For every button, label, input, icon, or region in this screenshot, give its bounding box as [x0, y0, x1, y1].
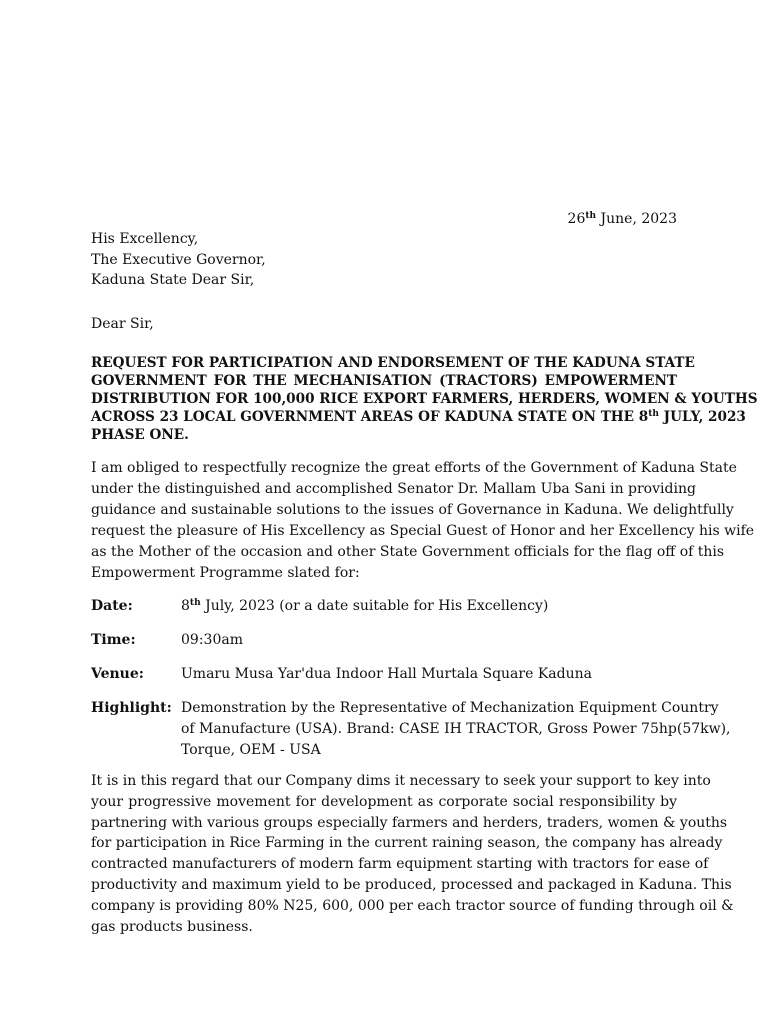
event-time-label: Time:	[91, 632, 136, 648]
paragraph-line: productivity and maximum yield to be produced, processed and packaged in Kaduna. This	[91, 876, 732, 893]
subject-line: GOVERNMENT FOR THE MECHANISATION (TRACTORS) EMPOWERMENT	[91, 373, 677, 389]
intro-paragraph	[91, 458, 755, 584]
paragraph-line: contracted manufacturers of modern farm equipment starting with tractors for ease of	[91, 856, 709, 873]
subject-line: PHASE ONE.	[91, 427, 189, 443]
salutation: Dear Sir,	[91, 316, 154, 332]
paragraph-line: gas products business.	[91, 918, 253, 935]
subject-line: DISTRIBUTION FOR 100,000 RICE EXPORT FARMERS, HERDERS, WOMEN & YOUTHS	[91, 391, 758, 407]
highlight-line: of Manufacture (USA). Brand: CASE IH TRACTOR, Gross Power 75hp(57kw),	[181, 721, 731, 737]
subject-line: ACROSS 23 LOCAL GOVERNMENT AREAS OF KADUNA STATE ON THE 8th JULY, 2023	[91, 409, 746, 425]
highlight-line: Torque, OEM - USA	[181, 742, 321, 758]
support-paragraph	[91, 771, 734, 937]
address-line: The Executive Governor,	[91, 251, 266, 268]
event-date-label: Date:	[91, 598, 133, 614]
event-time-value: 09:30am	[181, 632, 243, 648]
paragraph-line: It is in this regard that our Company dims it necessary to seek your support to key into	[91, 773, 711, 789]
paragraph-line: as the Mother of the occasion and other State Government officials for the flag off of this	[91, 544, 725, 560]
event-highlight-label: Highlight:	[91, 700, 172, 716]
paragraph-line: your progressive movement for development as corporate social responsibility by	[91, 793, 677, 810]
paragraph-line: Empowerment Programme slated for:	[91, 565, 360, 581]
recipient-address	[91, 229, 266, 291]
subject-line: REQUEST FOR PARTICIPATION AND ENDORSEMENT OF THE KADUNA STATE	[91, 355, 695, 371]
address-line: Kaduna State Dear Sir,	[91, 272, 255, 288]
paragraph-line: under the distinguished and accomplished Senator Dr. Mallam Uba Sani in providing	[91, 481, 696, 497]
paragraph-line: request the pleasure of His Excellency as Special Guest of Honor and her Excellency his wife	[91, 523, 755, 539]
paragraph-line: company is providing 80% N25, 600, 000 per each tractor source of funding through oil &	[91, 897, 734, 914]
event-venue-label: Venue:	[91, 666, 144, 682]
event-date-value: 8th July, 2023 (or a date suitable for His Excellency)	[181, 598, 549, 614]
address-line: His Excellency,	[91, 231, 199, 247]
paragraph-line: partnering with various groups especially farmers and herders, traders, women & youths	[91, 814, 728, 831]
subject-heading	[91, 354, 758, 444]
event-venue-value: Umaru Musa Yar'dua Indoor Hall Murtala Square Kaduna	[181, 666, 592, 682]
letter-date: 26th June, 2023	[567, 211, 677, 227]
highlight-line: Demonstration by the Representative of Mechanization Equipment Country	[181, 700, 719, 716]
paragraph-line: guidance and sustainable solutions to the issues of Governance in Kaduna. We delightfully	[91, 502, 734, 518]
paragraph-line: for participation in Rice Farming in the current raining season, the company has already	[91, 835, 723, 852]
event-highlight-value	[181, 698, 731, 761]
paragraph-line: I am obliged to respectfully recognize the great efforts of the Government of Kaduna State	[91, 460, 737, 476]
letter-page	[91, 0, 758, 1024]
